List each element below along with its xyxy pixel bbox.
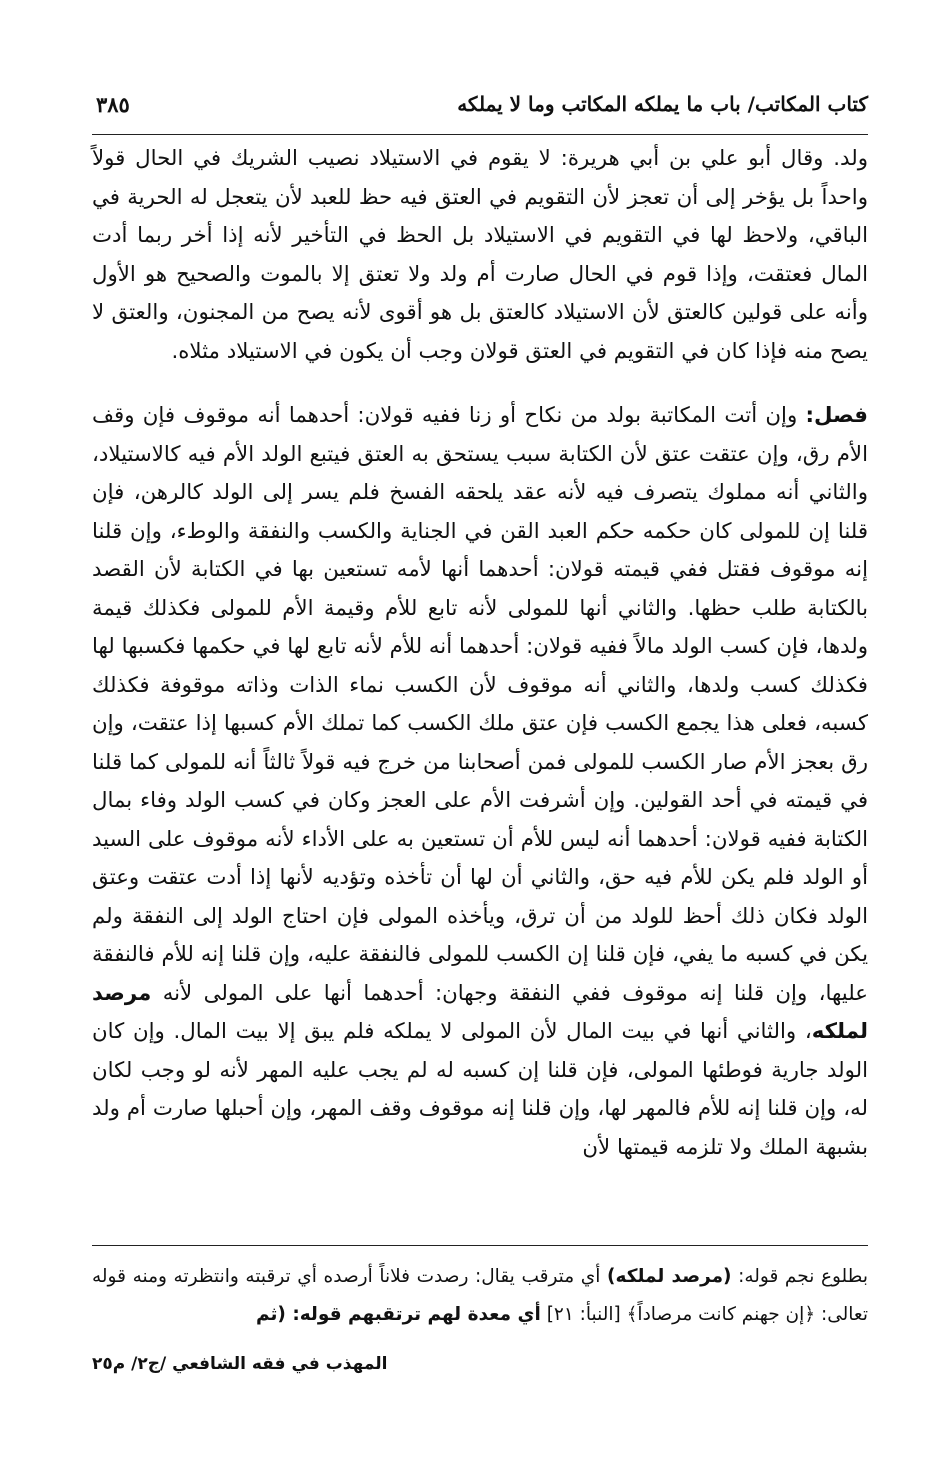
page-header (92, 88, 868, 128)
footnote-intro: بطلوع نجم قوله: (731, 1266, 869, 1287)
paragraph-2-text-b: ، والثاني أنها في بيت المال لأن المولى لا يملكه فلم يبق إلا بيت المال. وإن كان الولد جارية فوطئها المولى، فإن قلنا إن كسبه له لم يجب عليه المهر لأنه لو وجب لكان له، وإن قلنا إنه للأم فالمهر لها، وإن قلنا إنه موقوف وقف المهر، وإن أحبلها صارت أم ولد بشبهة الملك ولا تلزمه قيمتها لأن (92, 1019, 868, 1160)
footnote-rule (92, 1245, 868, 1246)
footnote-verse: ﴿إن جهنم كانت مرصاداً﴾ (626, 1304, 816, 1325)
running-title: كتاب المكاتب/ باب ما يملكه المكاتب وما لا يملكه (457, 92, 868, 116)
footer-signature: المهذب في فقه الشافعي /ج٢/ م٢٥ (92, 1354, 388, 1374)
footnote-reference: [النبأ: ٢١] (540, 1304, 627, 1325)
footnote-text-1: أي مترقب يقال: رصدت فلاناً أرصده أي ترقبته وانتظرته ومنه قوله تعالى: (92, 1266, 868, 1325)
footnote-term: (مرصد لملكه) (607, 1266, 732, 1287)
paragraph-2 (92, 397, 868, 1167)
footnote (92, 1258, 868, 1334)
footnote-tail: (ثم (255, 1304, 286, 1325)
page-number: ٣٨٥ (96, 92, 130, 117)
paragraph-1: ولد. وقال أبو علي بن أبي هريرة: لا يقوم في الاستيلاد نصيب الشريك في الحال قولاً واحداً بل يؤخر إلى أن تعجز لأن التقويم في العتق فيه حظ للعبد لأن يتعجل له الحرية في الباقي، ولاحظ لها في التقويم في الاستيلاد بل الحظ في التأخير لأنه إذا أخر ربما أدت المال فعتقت، وإذا قوم في الحال صارت أم ولد ولا تعتق إلا بالموت والصحيح هو الأول وأنه على قولين كالعتق لأن الاستيلاد كالعتق بل هو أقوى لأنه يصح من المجنون، والعتق لا يصح منه فإذا كان في التقويم في العتق قولان وجب أن يكون في الاستيلاد مثلاه. (92, 146, 868, 364)
marsad-phrase: مرصد لملكه (92, 980, 868, 1044)
header-rule (92, 134, 868, 135)
footnote-text-2: أي معدة لهم ترتقبهم قوله: (285, 1304, 541, 1325)
paragraph-2-text-a: وإن أتت المكاتبة بولد من نكاح أو زنا ففيه قولان: أحدهما أنه موقوف فإن وقف الأم رق، وإن عتقت عتق لأن الكتابة سبب يستحق به العتق فيتبع الولد الأم فيه كالاستيلاد، والثاني أنه مملوك يتصرف فيه لأنه عقد يلحقه الفسخ فلم يسر إلى الولد كالرهن، فإن قلنا إن للمولى كان حكمه حكم العبد القن في الجناية والكسب والنفقة والوطء، وإن قلنا إنه موقوف فقتل ففي قيمته قولان: أحدهما أنها لأمه تستعين بها في الكتابة لأن القصد بالكتابة طلب حظها. والثاني أنها للمولى لأنه تابع للأم وقيمة الأم للمولى فكذلك قيمة ولدها، فإن كسب الولد مالاً ففيه قولان: أحدهما أنه للأم لأنه تابع لها في حكمها فكسبها لها فكذلك كسب ولدها، والثاني أنه موقوف لأن الكسب نماء الذات وذاته موقوفة فكذلك كسبه، فعلى هذا يجمع الكسب فإن عتق ملك الكسب كما تملك الأم كسبها إذا عتقت، وإن رق بعجز الأم صار الكسب للمولى فمن أصحابنا من خرج فيه قولاً ثالثاً أنه للمولى كما قلنا في قيمته في أحد القولين. وإن أشرفت الأم على العجز وكان في كسب الولد وفاء بمال الكتابة ففيه قولان: أحدهما أنه ليس للأم أن تستعين به على الأداء لأنه موقوف على السيد أو الولد فلم يكن للأم فيه حق، والثاني أن لها أن تأخذه وتؤديه لأنها إذا أدت عتقت وعتق الولد فكان ذلك أحظ للولد من أن ترق، ويأخذه المولى فإن احتاج الولد إلى النفقة ولم يكن في كسبه ما يفي، فإن قلنا إن الكسب للمولى فالنفقة عليه، وإن قلنا إنه للأم فالنفقة عليها، وإن قلنا إنه موقوف ففي النفقة وجهان: أحدهما أنها على المولى لأنه (92, 403, 868, 1006)
main-text (92, 140, 868, 1167)
fasl-label: فصل: (805, 403, 868, 428)
